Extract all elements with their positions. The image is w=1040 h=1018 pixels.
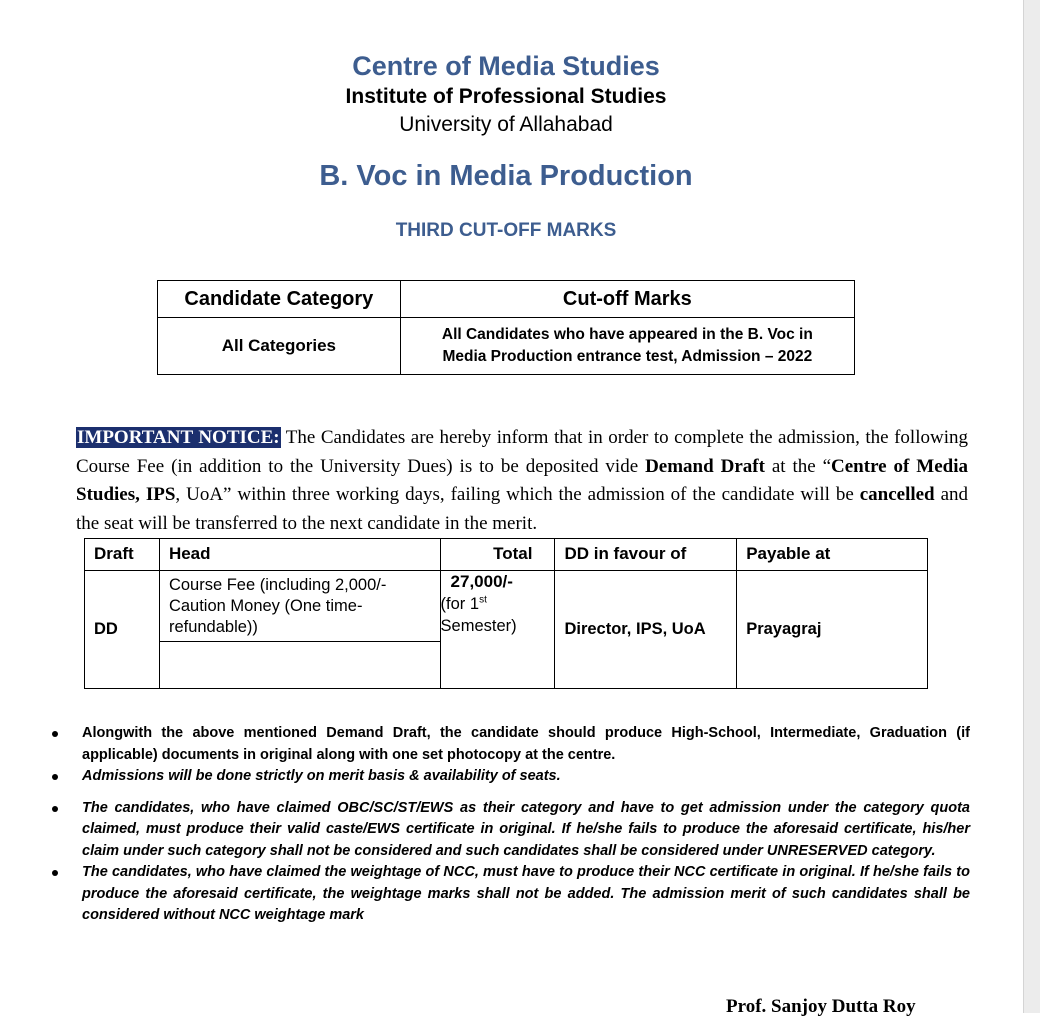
fee-header-favour: DD in favour of <box>555 539 737 571</box>
notice-text-4: and the seat will be transferred to the next candidate in the merit. <box>76 484 969 534</box>
course-title: B. Voc in Media Production <box>319 160 693 192</box>
notice-bold-1: Demand Draft <box>645 455 765 477</box>
fee-table <box>84 538 928 689</box>
notice-label: IMPORTANT NOTICE: <box>77 427 280 448</box>
cutoff-header-row <box>158 281 855 318</box>
marks-header: Cut-off Marks <box>400 281 854 318</box>
total-note-sup: st <box>479 594 487 606</box>
instructions-list <box>50 723 970 927</box>
fee-header-head: Head <box>159 539 440 571</box>
document-header <box>0 50 1012 243</box>
total-note-prefix: (for 1 <box>440 595 480 613</box>
fee-header-total: Total <box>440 539 555 571</box>
list-item: Alongwith the above mentioned Demand Draft, the candidate should produce High-School, Intermediate, Graduation (if applicable) documents in original along with one set photocopy at the centre. <box>50 723 970 766</box>
total-cell <box>440 571 555 689</box>
total-amount: 27,000/- <box>450 572 513 591</box>
total-note <box>441 593 555 615</box>
cutoff-row <box>158 318 855 375</box>
cutoff-title: THIRD CUT-OFF MARKS <box>395 220 617 241</box>
draft-cell: DD <box>85 571 160 689</box>
page-edge <box>1023 0 1040 1013</box>
category-cell: All Categories <box>158 318 401 375</box>
notice-bold-2: Centre of Media Studies, IPS <box>76 455 968 505</box>
notice-bold-3: cancelled <box>859 484 935 505</box>
notice-text-1: The Candidates are hereby inform that in order to complete the admission, the following Course Fee (in addition to the University Dues) is to be deposited vide <box>76 427 968 477</box>
list-item: The candidates, who have claimed the weightage of NCC, must have to produce their NCC certificate in original. If he/she fails to produce the aforesaid certificate, the weightage marks shall not be added. The admission merit of such candidates shall be considered without NCC weightage mark <box>50 862 970 927</box>
fee-header-payable: Payable at <box>737 539 928 571</box>
marks-cell <box>400 318 854 375</box>
cutoff-table <box>157 280 855 375</box>
signatory-name: Prof. Sanjoy Dutta Roy <box>726 996 916 1017</box>
category-header: Candidate Category <box>158 281 401 318</box>
head-blank-row <box>160 641 440 688</box>
list-item: The candidates, who have claimed OBC/SC/ST/EWS as their category and have to get admission under the category quota claimed, must produce their valid caste/EWS certificate in original. If he/she fails to produce the aforesaid certificate, his/her claim under such category shall not be considered and such candidates shall be considered under UNRESERVED category. <box>50 798 970 863</box>
payable-cell: Prayagraj <box>737 571 928 689</box>
important-notice <box>76 424 968 538</box>
fee-row <box>85 571 928 689</box>
centre-title: Centre of Media Studies <box>352 51 660 81</box>
head-cell <box>159 571 440 689</box>
university-title: University of Allahabad <box>399 113 613 136</box>
marks-line-1: All Candidates who have appeared in the B. Voc in <box>441 326 813 343</box>
fee-header-draft: Draft <box>85 539 160 571</box>
institute-title: Institute of Professional Studies <box>345 85 667 108</box>
list-item: Admissions will be done strictly on merit basis & availability of seats. <box>50 766 970 788</box>
favour-cell: Director, IPS, UoA <box>555 571 737 689</box>
marks-line-2: Media Production entrance test, Admission – 2022 <box>442 348 813 365</box>
total-note-suffix: Semester) <box>440 617 517 635</box>
notice-text-3: , UoA” within three working days, failing which the admission of the candidate will be <box>175 484 860 505</box>
head-text: Course Fee (including 2,000/- Caution Money (One time-refundable)) <box>168 576 387 636</box>
fee-header-row <box>85 539 928 571</box>
notice-text-2: at the “ <box>764 455 832 477</box>
